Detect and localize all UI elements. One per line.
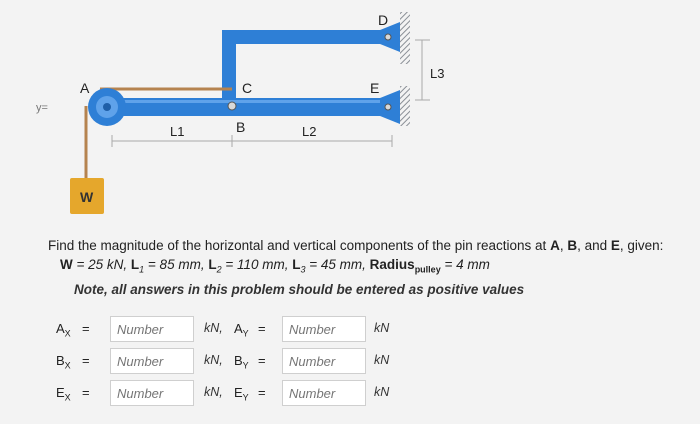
by-input[interactable] [282, 348, 366, 374]
unit-label: kN [374, 385, 390, 399]
label-ey: $E_Y$ [234, 385, 249, 403]
bx-input[interactable] [110, 348, 194, 374]
label-l1: L1 [170, 124, 185, 139]
member-cd-horizontal [222, 30, 394, 44]
label-e: E [370, 80, 380, 96]
label-ex: $E_X$ [56, 385, 71, 403]
label-w: W [80, 189, 94, 205]
problem-note: Note, all answers in this problem should be entered as positive values [74, 281, 525, 297]
label-y: y= [36, 102, 48, 114]
label-c: C [242, 80, 253, 96]
equals-sign: = [82, 353, 90, 368]
unit-label: kN [374, 321, 390, 335]
label-bx: $B_X$ [56, 353, 71, 371]
wall-support-e [400, 86, 410, 126]
ax-input[interactable] [110, 316, 194, 342]
answer-row-b [56, 346, 416, 376]
ey-input[interactable] [282, 380, 366, 406]
unit-label: kN [374, 353, 390, 367]
label-b: B [236, 119, 246, 135]
label-a: A [80, 80, 90, 96]
member-c-vertical [222, 30, 236, 106]
answer-row-e [56, 378, 416, 408]
unit-label: kN, [204, 321, 223, 335]
answer-row-a [56, 314, 416, 344]
problem-line-1: Find the magnitude of the horizontal and vertical components of the pin reactions at A, B, and E, given: [48, 238, 664, 253]
unit-label: kN, [204, 385, 223, 399]
label-d: D [378, 12, 389, 28]
problem-line-2: W = 25 kN, $L_1 = 85$ mm, $L_2 = 110$ mm, $L_3 = 45$ mm, Radius$_{pulley}$ = 4 mm [60, 257, 490, 275]
label-by: $B_Y$ [234, 353, 249, 371]
equals-sign: = [258, 321, 266, 336]
label-ay: $A_Y$ [234, 321, 249, 339]
wall-support-d [400, 12, 410, 64]
ex-input[interactable] [110, 380, 194, 406]
ay-input[interactable] [282, 316, 366, 342]
equals-sign: = [82, 321, 90, 336]
equals-sign: = [258, 385, 266, 400]
problem-statement [48, 236, 688, 299]
unit-label: kN, [204, 353, 223, 367]
label-l2: L2 [302, 124, 317, 139]
label-l3: L3 [430, 66, 445, 81]
equals-sign: = [82, 385, 90, 400]
label-ax: $A_X$ [56, 321, 71, 339]
pin-b [228, 102, 236, 110]
equals-sign: = [258, 353, 266, 368]
